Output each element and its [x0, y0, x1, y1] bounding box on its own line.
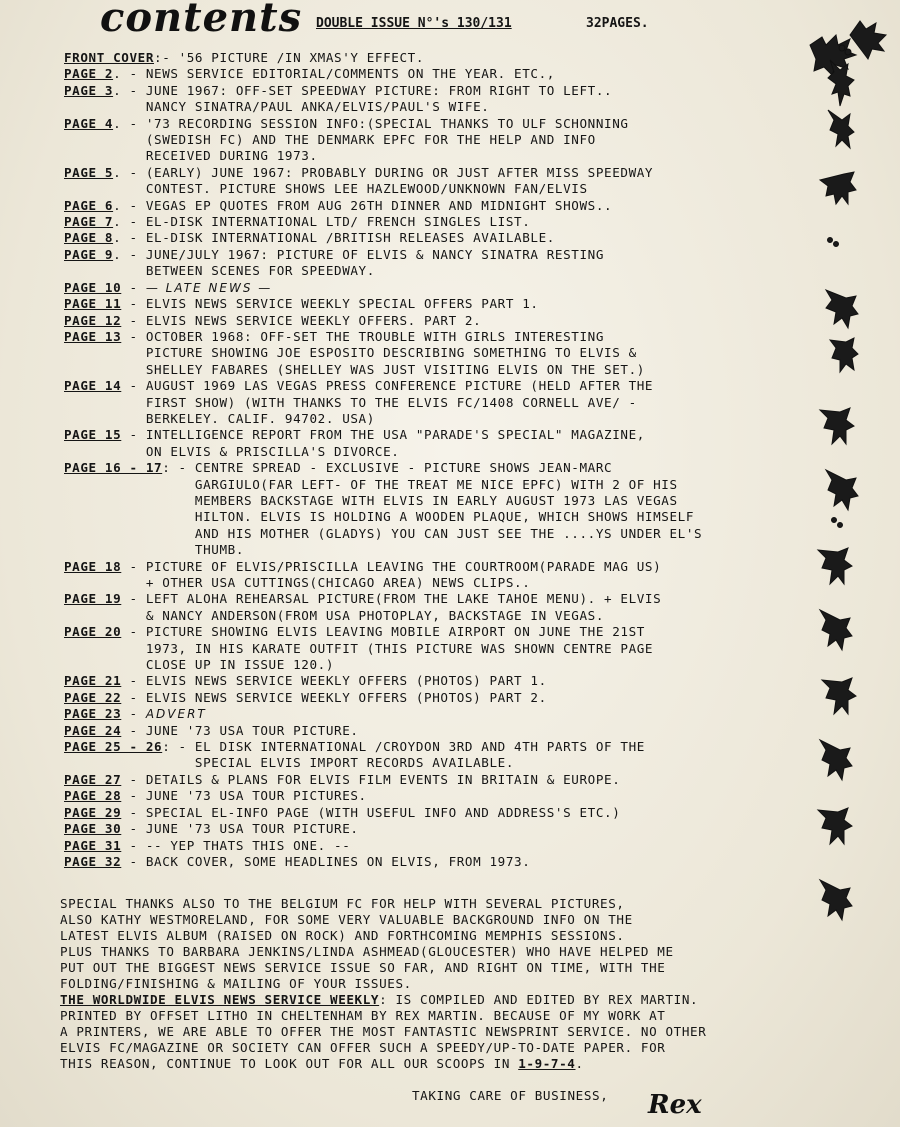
contents-entry [64, 624, 804, 673]
entry-description: '73 RECORDING SESSION INFO:(SPECIAL THANKS TO ULF SCHONNING (SWEDISH FC) AND THE DENMARK EPFC FOR THE HELP AND INFO RECEIVED DURING 1973. [145, 115, 629, 164]
contents-entry [64, 230, 804, 246]
contents-entry [64, 739, 804, 772]
entry-separator: - [121, 722, 146, 738]
holly-decoration [790, 0, 900, 960]
entry-separator: . - [113, 230, 146, 246]
entry-separator: - [121, 689, 146, 705]
entry-description: ELVIS NEWS SERVICE WEEKLY SPECIAL OFFERS PART 1. [145, 296, 539, 312]
contents-entry [64, 116, 804, 165]
entry-description: JUNE '73 USA TOUR PICTURE. [145, 722, 359, 738]
entry-description: EL-DISK INTERNATIONAL LTD/ FRENCH SINGLES LIST. [145, 214, 531, 230]
entry-separator: : - [162, 460, 195, 476]
entry-separator: . - [113, 197, 146, 213]
entry-page-label: PAGE 15 [64, 427, 122, 443]
year-text: 1-9-7-4 [518, 1056, 576, 1071]
contents-entry [64, 838, 804, 854]
entry-description: -- YEP THATS THIS ONE. -- [145, 837, 351, 853]
entry-separator: . - [113, 246, 146, 262]
contents-entry [64, 821, 804, 837]
contents-entry [64, 427, 804, 460]
entry-description: VEGAS EP QUOTES FROM AUG 26TH DINNER AND MIDNIGHT SHOWS.. [145, 197, 613, 213]
entry-description: LEFT ALOHA REHEARSAL PICTURE(FROM THE LAKE TAHOE MENU). + ELVIS & NANCY ANDERSON(FROM USA PHOTOPLAY, BACKSTAGE IN VEGAS. [145, 591, 662, 623]
contents-entry [64, 690, 804, 706]
entry-description: OCTOBER 1968: OFF-SET THE TROUBLE WITH GIRLS INTERESTING PICTURE SHOWING JOE ESPOSITO DESCRIBING SOMETHING TO ELVIS & SHELLEY FABARES (SHELLEY WAS JUST VISITING ELVIS ON THE SET.) [145, 328, 645, 377]
contents-entry [64, 50, 804, 66]
contents-entry [64, 214, 804, 230]
entry-description: JUNE/JULY 1967: PICTURE OF ELVIS & NANCY SINATRA RESTING BETWEEN SCENES FOR SPEEDWAY. [145, 246, 605, 279]
entry-page-label: PAGE 11 [64, 296, 122, 312]
entry-page-label: PAGE 22 [64, 689, 122, 705]
entry-page-label: PAGE 8 [64, 230, 114, 246]
entry-separator: . - [113, 66, 146, 82]
entry-page-label: PAGE 4 [64, 115, 114, 131]
entry-description: SPECIAL EL-INFO PAGE (WITH USEFUL INFO AND ADDRESS'S ETC.) [145, 804, 621, 820]
thanks-paragraph: SPECIAL THANKS ALSO TO THE BELGIUM FC FOR HELP WITH SEVERAL PICTURES, ALSO KATHY WESTMORELAND, FOR SOME VERY VALUABLE BACKGROUND INFO ON THE LATEST ELVIS ALBUM (RAISED ON ROCK) AND FORTHCOMING MEMPHIS SESSIONS. PLUS THANKS TO BARBARA JENKINS/LINDA ASHMEAD(GLOUCESTER) WHO HAVE HELPED ME PUT OUT THE BIGGEST NEWS SERVICE ISSUE SO FAR, AND RIGHT ON TIME, WITH THE FOLDING/FINISHING & MAILING OF YOUR ISSUES. [60, 896, 674, 991]
entry-description: JUNE '73 USA TOUR PICTURE. [145, 821, 359, 837]
contents-entry [64, 378, 804, 427]
issue-number: DOUBLE ISSUE N°'s 130/131 [316, 16, 512, 31]
contents-entry [64, 198, 804, 214]
entry-page-label: PAGE 12 [64, 312, 122, 328]
entry-page-label: PAGE 18 [64, 558, 122, 574]
signoff-text: TAKING CARE OF BUSINESS, [412, 1088, 609, 1103]
entry-description: AUGUST 1969 LAS VEGAS PRESS CONFERENCE PICTURE (HELD AFTER THE FIRST SHOW) (WITH THANKS TO THE ELVIS FC/1408 CORNELL AVE/ - BERKELEY. CALIF. 94702. USA) [145, 378, 654, 426]
contents-entry [64, 83, 804, 116]
entry-separator: - [121, 328, 146, 344]
entry-description: INTELLIGENCE REPORT FROM THE USA "PARADE'S SPECIAL" MAGAZINE, ON ELVIS & PRISCILLA'S DIVORCE. [145, 427, 645, 459]
entry-description: ELVIS NEWS SERVICE WEEKLY OFFERS (PHOTOS) PART 1. [145, 673, 547, 689]
entry-page-label: PAGE 14 [64, 378, 122, 394]
contents-entry [64, 165, 804, 198]
entry-separator: - [121, 673, 146, 689]
entry-separator: - [121, 804, 146, 820]
entry-description: ELVIS NEWS SERVICE WEEKLY OFFERS. PART 2. [145, 312, 482, 328]
entry-page-label: PAGE 21 [64, 673, 122, 689]
entry-separator: - [121, 788, 146, 804]
entry-page-label: PAGE 7 [64, 214, 114, 230]
contents-entry [64, 280, 804, 296]
entry-separator: - [121, 821, 146, 837]
entry-description: PICTURE OF ELVIS/PRISCILLA LEAVING THE COURTROOM(PARADE MAG US) + OTHER USA CUTTINGS(CHICAGO AREA) NEWS CLIPS.. [145, 558, 662, 590]
entry-page-label: PAGE 2 [64, 66, 114, 82]
entry-page-label: PAGE 16 - 17 [64, 460, 163, 476]
page-count: 32PAGES. [586, 16, 649, 31]
entry-separator: . - [113, 115, 146, 131]
contents-entry [64, 247, 804, 280]
entry-page-label: PAGE 30 [64, 821, 122, 837]
contents-entry [64, 296, 804, 312]
entry-page-label: PAGE 31 [64, 837, 122, 853]
entry-page-label: PAGE 32 [64, 853, 122, 869]
entry-page-label: PAGE 27 [64, 771, 122, 787]
entry-description: ADVERT [145, 707, 207, 722]
entry-description: CENTRE SPREAD - EXCLUSIVE - PICTURE SHOWS JEAN-MARC GARGIULO(FAR LEFT- OF THE TREAT ME NICE EPFC) WITH 2 OF HIS MEMBERS BACKSTAGE WITH ELVIS IN EARLY AUGUST 1973 LAS VEGAS HILTON. ELVIS IS HOLDING A WOODEN PLAQUE, WHICH SHOWS HIMSELF AND HIS MOTHER (GLADYS) YOU CAN JUST SEE THE ....YS UNDER EL'S THUMB. [194, 460, 703, 558]
entry-page-label: PAGE 24 [64, 722, 122, 738]
entry-page-label: PAGE 29 [64, 804, 122, 820]
contents-entry [64, 854, 804, 870]
entry-page-label: PAGE 23 [64, 706, 122, 722]
contents-list [64, 50, 804, 870]
entry-separator: . - [113, 164, 146, 180]
contents-entry [64, 313, 804, 329]
signature: Rex [648, 1090, 702, 1120]
entry-description: JUNE '73 USA TOUR PICTURES. [145, 788, 367, 804]
contents-entry [64, 723, 804, 739]
entry-separator: - [121, 706, 146, 722]
contents-entry [64, 591, 804, 624]
entry-separator: - [121, 427, 146, 443]
entry-separator: - [121, 558, 146, 574]
entry-page-label: FRONT COVER [64, 50, 155, 65]
entry-separator: . - [113, 82, 146, 98]
entry-description: (EARLY) JUNE 1967: PROBABLY DURING OR JUST AFTER MISS SPEEDWAY CONTEST. PICTURE SHOWS LEE HAZLEWOOD/UNKNOWN FAN/ELVIS [145, 164, 654, 197]
page-title: contents [100, 0, 303, 41]
entry-separator: : - [162, 739, 195, 755]
entry-page-label: PAGE 13 [64, 328, 122, 344]
entry-separator: :- [154, 50, 179, 65]
entry-page-label: PAGE 3 [64, 82, 114, 98]
contents-entry [64, 673, 804, 689]
contents-entry [64, 772, 804, 788]
entry-page-label: PAGE 28 [64, 788, 122, 804]
entry-description: — LATE NEWS — [145, 280, 273, 295]
entry-separator: - [121, 837, 146, 853]
publication-name: THE WORLDWIDE ELVIS NEWS SERVICE WEEKLY [60, 992, 380, 1007]
entry-description: BACK COVER, SOME HEADLINES ON ELVIS, FROM 1973. [145, 853, 531, 869]
entry-description: EL DISK INTERNATIONAL /CROYDON 3RD AND 4TH PARTS OF THE SPECIAL ELVIS IMPORT RECORDS AVAILABLE. [194, 739, 645, 771]
entry-page-label: PAGE 6 [64, 197, 114, 213]
contents-entry [64, 460, 804, 558]
entry-description: ELVIS NEWS SERVICE WEEKLY OFFERS (PHOTOS) PART 2. [145, 689, 547, 705]
footer-notes: SPECIAL THANKS ALSO TO THE BELGIUM FC FOR HELP WITH SEVERAL PICTURES, ALSO KATHY WESTMORELAND, FOR SOME VERY VALUABLE BACKGROUND INFO ON THE LATEST ELVIS ALBUM (RAISED ON ROCK) AND FORTHCOMING MEMPHIS SESSIONS. PLUS THANKS TO BARBARA JENKINS/LINDA ASHMEAD(GLOUCESTER) WHO HAVE HELPED ME PUT OUT THE BIGGEST NEWS SERVICE ISSUE SO FAR, AND RIGHT ON TIME, WITH THE FOLDING/FINISHING & MAILING OF YOUR ISSUES. THE WORLDWIDE ELVIS NEWS SERVICE WEEKLY: IS COMPILED AND EDITED BY REX MARTIN. PRINTED BY OFFSET LITHO IN CHELTENHAM BY REX MARTIN. BECAUSE OF MY WORK AT A PRINTERS, WE ARE ABLE TO OFFER THE MOST FANTASTIC NEWSPRINT SERVICE. NO OTHER ELVIS FC/MAGAZINE OR SOCIETY CAN OFFER SUCH A SPEEDY/UP-TO-DATE PAPER. FOR THIS REASON, CONTINUE TO LOOK OUT FOR ALL OUR SCOOPS IN 1-9-7-4. [60, 896, 707, 1071]
entry-separator: - [121, 853, 146, 869]
entry-description: NEWS SERVICE EDITORIAL/COMMENTS ON THE YEAR. ETC., [145, 66, 555, 82]
contents-entry [64, 788, 804, 804]
entry-separator: - [121, 279, 146, 295]
contents-entry [64, 706, 804, 722]
entry-separator: - [121, 771, 146, 787]
entry-page-label: PAGE 10 [64, 279, 122, 295]
entry-separator: - [121, 378, 146, 394]
entry-description: JUNE 1967: OFF-SET SPEEDWAY PICTURE: FROM RIGHT TO LEFT.. NANCY SINATRA/PAUL ANKA/ELVIS/PAUL'S WIFE. [145, 82, 613, 115]
entry-description: EL-DISK INTERNATIONAL /BRITISH RELEASES AVAILABLE. [145, 230, 555, 246]
contents-entry [64, 559, 804, 592]
contents-entry [64, 805, 804, 821]
entry-separator: - [121, 591, 146, 607]
entry-page-label: PAGE 9 [64, 246, 114, 262]
entry-separator: . - [113, 214, 146, 230]
contents-entry [64, 329, 804, 378]
entry-page-label: PAGE 19 [64, 591, 122, 607]
entry-page-label: PAGE 20 [64, 624, 122, 640]
entry-separator: - [121, 312, 146, 328]
entry-description: DETAILS & PLANS FOR ELVIS FILM EVENTS IN BRITAIN & EUROPE. [145, 771, 621, 787]
entry-separator: - [121, 624, 146, 640]
entry-page-label: PAGE 5 [64, 164, 114, 180]
entry-page-label: PAGE 25 - 26 [64, 739, 163, 755]
entry-separator: - [121, 296, 146, 312]
entry-description: PICTURE SHOWING ELVIS LEAVING MOBILE AIRPORT ON JUNE THE 21ST 1973, IN HIS KARATE OUTFIT (THIS PICTURE WAS SHOWN CENTRE PAGE CLOSE UP IN ISSUE 120.) [145, 624, 654, 673]
entry-description: '56 PICTURE /IN XMAS'Y EFFECT. [178, 50, 425, 65]
contents-entry [64, 66, 804, 82]
publication-text: : IS COMPILED AND EDITED BY REX MARTIN. PRINTED BY OFFSET LITHO IN CHELTENHAM BY REX MARTIN. BECAUSE OF MY WORK AT A PRINTERS, WE ARE ABLE TO OFFER THE MOST FANTASTIC NEWSPRINT SERVICE. NO OTHER ELVIS FC/MAGAZINE OR SOCIETY CAN OFFER SUCH A SPEEDY/UP-TO-DATE PAPER. FOR THIS REASON, CONTINUE TO LOOK OUT FOR ALL OUR SCOOPS IN [60, 992, 707, 1071]
